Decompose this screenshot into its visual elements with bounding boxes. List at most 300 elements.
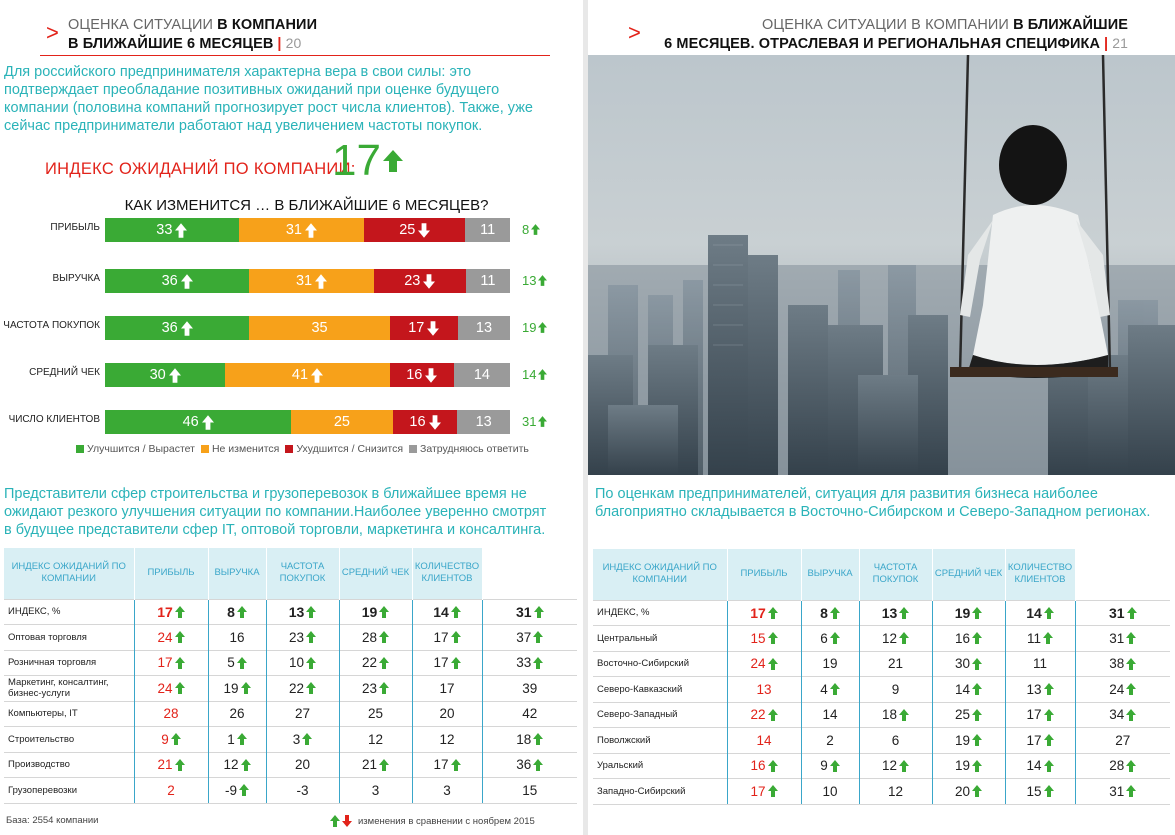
table-cell: 27 xyxy=(266,701,339,727)
arrow-up-icon xyxy=(1126,760,1136,772)
bar-value-label: 13 xyxy=(475,414,492,430)
table-cell: 9 xyxy=(801,753,859,779)
table-row xyxy=(593,600,1170,626)
table-cell: 16 xyxy=(727,753,801,779)
bar-segment xyxy=(225,363,389,387)
arrow-up-icon xyxy=(533,733,543,745)
row-label: Северо-Западный xyxy=(593,702,727,728)
table-cell: -3 xyxy=(266,778,339,804)
table-cell: 30 xyxy=(932,651,1005,677)
table-cell: 38 xyxy=(1075,651,1170,677)
row-label: ИНДЕКС, % xyxy=(593,600,727,626)
header-bold-text-2: В БЛИЖАЙШИЕ 6 МЕСЯЦЕВ xyxy=(68,36,274,52)
arrow-up-icon xyxy=(379,631,389,643)
bar-value-label: 23 xyxy=(404,273,421,289)
row-label: Компьютеры, IT xyxy=(4,701,134,727)
arrow-up-icon xyxy=(451,759,461,771)
table-cell: 17 xyxy=(412,650,482,676)
arrow-up-icon xyxy=(1044,734,1054,746)
arrow-up-icon xyxy=(533,759,543,771)
arrow-up-icon xyxy=(899,607,909,619)
arrow-up-icon xyxy=(379,759,389,771)
change-note: изменения в сравнении с ноябрем 2015 xyxy=(330,815,535,827)
arrow-down-icon xyxy=(342,815,352,827)
bar-value-label: 14 xyxy=(473,367,490,383)
arrow-up-icon xyxy=(1126,709,1136,721)
table-cell: 6 xyxy=(801,626,859,652)
arrow-up-icon xyxy=(533,631,543,643)
arrow-up-icon xyxy=(175,682,185,694)
table-row xyxy=(4,778,577,804)
legend-item: Не изменится xyxy=(201,443,279,455)
intro-text: Для российского предпринимателя характерна вера в свои силы: это подтверждает преобладание позитивных ожиданий при оценке будущего компании (половина компаний прогнозирует рост числа клиентов). Также, уже сейчас предприниматели работают над увеличением частоты покупок. xyxy=(4,64,533,134)
arrow-up-icon xyxy=(379,606,389,618)
arrow-up-icon xyxy=(972,607,982,619)
arrow-up-icon xyxy=(1126,658,1136,670)
header-gray-text: ОЦЕНКА СИТУАЦИИ xyxy=(68,17,214,33)
table-cell: 17 xyxy=(134,650,208,676)
table-cell: 17 xyxy=(412,676,482,702)
table-cell: 31 xyxy=(482,599,577,625)
arrow-up-icon xyxy=(830,607,840,619)
arrow-up-icon xyxy=(830,683,840,695)
arrow-up-icon xyxy=(830,632,840,644)
arrow-up-icon xyxy=(899,632,909,644)
table-cell: 10 xyxy=(266,650,339,676)
arrow-up-icon xyxy=(451,657,461,669)
table-cell: 20 xyxy=(266,752,339,778)
arrow-up-icon xyxy=(899,709,909,721)
arrow-up-icon xyxy=(175,657,185,669)
bar-value-label: 46 xyxy=(182,414,199,430)
table-cell: 8 xyxy=(801,600,859,626)
bar-value-label: 33 xyxy=(156,222,173,238)
table-cell: 24 xyxy=(1075,677,1170,703)
table-cell: 33 xyxy=(482,650,577,676)
bar-value-label: 13 xyxy=(475,320,493,336)
table-cell: 9 xyxy=(859,677,932,703)
table-cell: 13 xyxy=(727,677,801,703)
table-cell: 11 xyxy=(1005,626,1075,652)
bar-row xyxy=(105,316,510,340)
row-index-value: 31 xyxy=(522,414,547,429)
bar-segment xyxy=(105,269,249,293)
arrow-up-icon xyxy=(1126,632,1136,644)
arrow-up-icon xyxy=(534,606,544,618)
table-cell: 16 xyxy=(932,626,1005,652)
table-cell: 3 xyxy=(266,727,339,753)
bar-category-label: СРЕДНИЙ ЧЕК xyxy=(29,367,100,378)
bar-value-label: 16 xyxy=(409,414,426,430)
bar-value-label: 11 xyxy=(480,222,496,238)
arrow-up-icon xyxy=(306,682,316,694)
arrow-up-icon xyxy=(538,416,547,427)
bar-segment xyxy=(390,363,454,387)
arrow-up-icon xyxy=(239,784,249,796)
table-cell: 21 xyxy=(339,752,412,778)
table-cell: 5 xyxy=(208,650,266,676)
legend-item: Затрудняюсь ответить xyxy=(409,443,529,455)
table-cell: 12 xyxy=(859,626,932,652)
legend-item: Ухудшится / Снизится xyxy=(285,443,403,455)
table-cell: 31 xyxy=(1075,626,1170,652)
table-cell: 21 xyxy=(859,651,932,677)
table-cell: 17 xyxy=(412,625,482,651)
bar-segment xyxy=(465,218,510,242)
bar-segment xyxy=(364,218,465,242)
row-index-value: 14 xyxy=(522,367,547,382)
table-cell: 17 xyxy=(727,779,801,805)
table-cell: 27 xyxy=(1075,728,1170,754)
industry-index-table xyxy=(4,548,577,804)
bar-value-label: 25 xyxy=(399,222,416,238)
table-cell: 15 xyxy=(1005,779,1075,805)
arrow-up-icon xyxy=(768,760,778,772)
arrow-up-icon xyxy=(306,631,316,643)
base-note: База: 2554 компании xyxy=(6,815,99,826)
arrow-up-icon xyxy=(1043,632,1053,644)
arrow-up-icon xyxy=(538,369,547,380)
row-label: Западно-Сибирский xyxy=(593,779,727,805)
arrow-up-icon xyxy=(972,632,982,644)
row-label: Строительство xyxy=(4,727,134,753)
row-label: Оптовая торговля xyxy=(4,625,134,651)
table-column-header: КОЛИЧЕСТВО КЛИЕНТОВ xyxy=(1005,549,1075,600)
table-cell: 18 xyxy=(859,702,932,728)
table-cell: 28 xyxy=(1075,753,1170,779)
arrow-up-icon xyxy=(175,606,185,618)
table-cell: 21 xyxy=(134,752,208,778)
table-column-header: ВЫРУЧКА xyxy=(801,549,859,600)
table-cell: 14 xyxy=(412,599,482,625)
table-cell: 9 xyxy=(134,727,208,753)
arrow-down-icon xyxy=(418,223,430,238)
arrow-up-icon xyxy=(306,657,316,669)
table-column-header: ВЫРУЧКА xyxy=(208,548,266,599)
table-cell: 4 xyxy=(801,677,859,703)
arrow-up-icon xyxy=(972,709,982,721)
arrow-up-icon xyxy=(972,760,982,772)
table-cell: 17 xyxy=(1005,728,1075,754)
table-column-header: ЧАСТОТА ПОКУПОК xyxy=(266,548,339,599)
table-cell: 25 xyxy=(339,701,412,727)
bar-value-label: 25 xyxy=(333,414,350,430)
table-cell: 26 xyxy=(208,701,266,727)
bar-row xyxy=(105,410,510,434)
arrow-up-icon xyxy=(1044,683,1054,695)
table-cell: 12 xyxy=(339,727,412,753)
arrow-up-icon xyxy=(237,733,247,745)
table-row xyxy=(593,753,1170,779)
arrow-up-icon xyxy=(302,733,312,745)
table-cell: 15 xyxy=(727,626,801,652)
row-index-value: 19 xyxy=(522,320,547,335)
arrow-up-icon xyxy=(383,150,403,172)
table-row xyxy=(593,779,1170,805)
table-cell: 19 xyxy=(801,651,859,677)
arrow-up-icon xyxy=(241,682,251,694)
table-cell: 25 xyxy=(932,702,1005,728)
table-cell: 14 xyxy=(727,728,801,754)
arrow-up-icon xyxy=(972,683,982,695)
table-cell: 18 xyxy=(482,727,577,753)
arrow-up-icon xyxy=(175,223,187,238)
table-cell: 17 xyxy=(727,600,801,626)
table-row xyxy=(4,599,577,625)
table-cell: 17 xyxy=(1005,702,1075,728)
row-label: Восточно-Сибирский xyxy=(593,651,727,677)
arrow-up-icon xyxy=(305,223,317,238)
table-cell: 3 xyxy=(412,778,482,804)
arrow-up-icon xyxy=(311,368,323,383)
arrow-up-icon xyxy=(237,657,247,669)
arrow-down-icon xyxy=(425,368,437,383)
table-cell: 42 xyxy=(482,701,577,727)
arrow-up-icon xyxy=(531,224,540,235)
table-cell: 28 xyxy=(134,701,208,727)
bar-segment xyxy=(374,269,466,293)
legend-item: Улучшится / Вырастет xyxy=(76,443,195,455)
bar-segment xyxy=(390,316,458,340)
table-cell: 19 xyxy=(932,728,1005,754)
arrow-down-icon xyxy=(429,415,441,430)
table-cell: 19 xyxy=(932,600,1005,626)
arrow-up-icon xyxy=(175,631,185,643)
conclusion-text: Представители сфер строительства и грузоперевозок в ближайшее время не ожидают резкого улучшения ситуации по компании.Наиболее уверенно смотрят в будущее представители сфер IT, оптовой торговли, маркетинга и консалтинга. xyxy=(4,486,547,538)
arrow-up-icon xyxy=(171,733,181,745)
arrow-up-icon xyxy=(1126,785,1136,797)
table-cell: 14 xyxy=(1005,600,1075,626)
table-column-header: ИНДЕКС ОЖИДАНИЙ ПО КОМПАНИИ xyxy=(593,549,727,600)
bar-segment xyxy=(457,410,510,434)
arrow-up-icon xyxy=(315,274,327,289)
row-label: Северо-Кавказский xyxy=(593,677,727,703)
table-cell: 20 xyxy=(412,701,482,727)
bar-value-label: 30 xyxy=(149,367,166,383)
right-page-header: ОЦЕНКА СИТУАЦИИ В КОМПАНИИ В БЛИЖАЙШИЕ 6 МЕСЯЦЕВ. ОТРАСЛЕВАЯ И РЕГИОНАЛЬНАЯ СПЕЦИФИКА | 21 xyxy=(664,17,1128,52)
bar-value-label: 36 xyxy=(161,273,178,289)
table-cell: 14 xyxy=(1005,753,1075,779)
table-cell: 39 xyxy=(482,676,577,702)
arrow-up-icon xyxy=(899,760,909,772)
table-cell: 36 xyxy=(482,752,577,778)
arrow-up-icon xyxy=(330,815,340,827)
arrow-up-icon xyxy=(1126,683,1136,695)
table-cell: 37 xyxy=(482,625,577,651)
arrow-up-icon xyxy=(768,709,778,721)
table-cell: 11 xyxy=(1005,651,1075,677)
table-column-header: ПРИБЫЛЬ xyxy=(134,548,208,599)
table-cell: 24 xyxy=(134,625,208,651)
row-index-value: 13 xyxy=(522,273,547,288)
arrow-up-icon xyxy=(538,275,547,286)
bar-segment xyxy=(393,410,458,434)
table-cell: 16 xyxy=(208,625,266,651)
bar-category-label: ВЫРУЧКА xyxy=(52,273,100,284)
chart-title: КАК ИЗМЕНИТСЯ … В БЛИЖАЙШИЕ 6 МЕСЯЦЕВ? xyxy=(124,197,489,214)
arrow-up-icon xyxy=(1127,607,1137,619)
row-label: Маркетинг, консалтинг, бизнес-услуги xyxy=(4,676,134,702)
header-separator: | xyxy=(277,36,282,52)
arrow-up-icon xyxy=(241,759,251,771)
table-column-header: КОЛИЧЕСТВО КЛИЕНТОВ xyxy=(412,548,482,599)
table-cell: 24 xyxy=(727,651,801,677)
table-cell: 6 xyxy=(859,728,932,754)
table-cell: 24 xyxy=(134,676,208,702)
table-cell: 8 xyxy=(208,599,266,625)
table-cell: 22 xyxy=(266,676,339,702)
row-label: ИНДЕКС, % xyxy=(4,599,134,625)
table-cell: 13 xyxy=(859,600,932,626)
table-cell: 12 xyxy=(208,752,266,778)
arrow-up-icon xyxy=(1044,785,1054,797)
arrow-up-icon xyxy=(1044,607,1054,619)
bar-segment xyxy=(458,316,510,340)
header-bold-text: В КОМПАНИИ xyxy=(217,17,318,33)
arrow-up-icon xyxy=(1044,709,1054,721)
table-row xyxy=(593,651,1170,677)
table-row xyxy=(4,625,577,651)
arrow-up-icon xyxy=(972,785,982,797)
table-cell: 28 xyxy=(339,625,412,651)
arrow-up-icon xyxy=(538,322,547,333)
table-cell: 12 xyxy=(859,779,932,805)
table-row xyxy=(4,727,577,753)
bar-value-label: 31 xyxy=(285,222,302,238)
table-column-header: ИНДЕКС ОЖИДАНИЙ ПО КОМПАНИИ xyxy=(4,548,134,599)
table-cell: 22 xyxy=(727,702,801,728)
row-label: Центральный xyxy=(593,626,727,652)
arrow-up-icon xyxy=(202,415,214,430)
chart-legend xyxy=(76,443,529,455)
table-cell: 19 xyxy=(932,753,1005,779)
woman-on-swing-over-city-photo xyxy=(588,55,1175,475)
chevron-right-icon: > xyxy=(46,20,59,45)
arrow-up-icon xyxy=(768,632,778,644)
table-cell: 14 xyxy=(801,702,859,728)
bar-segment xyxy=(105,363,225,387)
bar-segment xyxy=(454,363,510,387)
bar-value-label: 41 xyxy=(291,367,309,383)
bar-row xyxy=(105,218,510,242)
table-cell: 34 xyxy=(1075,702,1170,728)
table-column-header: ПРИБЫЛЬ xyxy=(727,549,801,600)
table-column-header: СРЕДНИЙ ЧЕК xyxy=(932,549,1005,600)
table-cell: 19 xyxy=(339,599,412,625)
bar-segment xyxy=(249,316,389,340)
header-underline xyxy=(40,55,550,56)
table-column-header: ЧАСТОТА ПОКУПОК xyxy=(859,549,932,600)
right-conclusion-text: По оценкам предпринимателей, ситуация для развития бизнеса наиболее благоприятно складывается в Восточно-Сибирском и Северо-Западном регионах. xyxy=(595,486,1151,520)
bar-segment xyxy=(466,269,510,293)
arrow-up-icon xyxy=(169,368,181,383)
bar-row xyxy=(105,269,510,293)
table-cell: 23 xyxy=(339,676,412,702)
table-cell: -9 xyxy=(208,778,266,804)
arrow-up-icon xyxy=(1044,760,1054,772)
table-cell: 20 xyxy=(932,779,1005,805)
table-cell: 13 xyxy=(1005,677,1075,703)
row-label: Производство xyxy=(4,752,134,778)
bar-row xyxy=(105,363,510,387)
arrow-up-icon xyxy=(451,631,461,643)
arrow-up-icon xyxy=(379,657,389,669)
table-row xyxy=(4,650,577,676)
arrow-up-icon xyxy=(175,759,185,771)
index-value: 17 xyxy=(332,136,381,185)
table-cell: 22 xyxy=(339,650,412,676)
table-row xyxy=(593,728,1170,754)
arrow-up-icon xyxy=(768,785,778,797)
bar-value-label: 11 xyxy=(480,273,496,289)
table-cell: 2 xyxy=(134,778,208,804)
table-column-header: СРЕДНИЙ ЧЕК xyxy=(339,548,412,599)
row-label: Розничная торговля xyxy=(4,650,134,676)
arrow-down-icon xyxy=(423,274,435,289)
table-cell: 12 xyxy=(859,753,932,779)
table-row xyxy=(4,701,577,727)
arrow-up-icon xyxy=(768,607,778,619)
table-cell: 15 xyxy=(482,778,577,804)
table-cell: 2 xyxy=(801,728,859,754)
table-row xyxy=(593,702,1170,728)
table-cell: 14 xyxy=(932,677,1005,703)
table-cell: 12 xyxy=(412,727,482,753)
table-cell: 10 xyxy=(801,779,859,805)
bar-category-label: ПРИБЫЛЬ xyxy=(50,222,100,233)
bar-value-label: 17 xyxy=(408,320,425,336)
arrow-up-icon xyxy=(237,606,247,618)
arrow-up-icon xyxy=(181,274,193,289)
index-label: ИНДЕКС ОЖИДАНИЙ ПО КОМПАНИИ: xyxy=(45,160,356,178)
left-page-header xyxy=(68,16,317,53)
chevron-right-icon: > xyxy=(628,20,641,45)
arrow-up-icon xyxy=(379,682,389,694)
table-row xyxy=(4,676,577,702)
bar-value-label: 35 xyxy=(311,320,328,336)
arrow-up-icon xyxy=(533,657,543,669)
table-cell: 19 xyxy=(208,676,266,702)
bar-category-label: ЧИСЛО КЛИЕНТОВ xyxy=(8,414,100,425)
arrow-up-icon xyxy=(451,606,461,618)
arrow-down-icon xyxy=(427,321,439,336)
page-number: 20 xyxy=(285,35,302,51)
table-cell: 31 xyxy=(1075,600,1170,626)
bar-value-label: 31 xyxy=(295,273,313,289)
bar-category-label: ЧАСТОТА ПОКУПОК xyxy=(3,320,100,331)
bar-segment xyxy=(239,218,365,242)
table-row xyxy=(593,677,1170,703)
table-cell: 17 xyxy=(412,752,482,778)
bar-value-label: 16 xyxy=(406,367,423,383)
table-cell: 23 xyxy=(266,625,339,651)
bar-segment xyxy=(105,218,239,242)
region-index-table xyxy=(593,549,1170,805)
table-cell: 31 xyxy=(1075,779,1170,805)
row-label: Уральский xyxy=(593,753,727,779)
table-cell: 13 xyxy=(266,599,339,625)
row-label: Поволжский xyxy=(593,728,727,754)
bar-segment xyxy=(291,410,392,434)
arrow-up-icon xyxy=(768,658,778,670)
row-index-value: 8 xyxy=(522,222,540,237)
bar-segment xyxy=(105,316,249,340)
bar-value-label: 36 xyxy=(161,320,178,336)
arrow-up-icon xyxy=(306,606,316,618)
table-cell: 17 xyxy=(134,599,208,625)
bar-segment xyxy=(105,410,291,434)
arrow-up-icon xyxy=(181,321,193,336)
